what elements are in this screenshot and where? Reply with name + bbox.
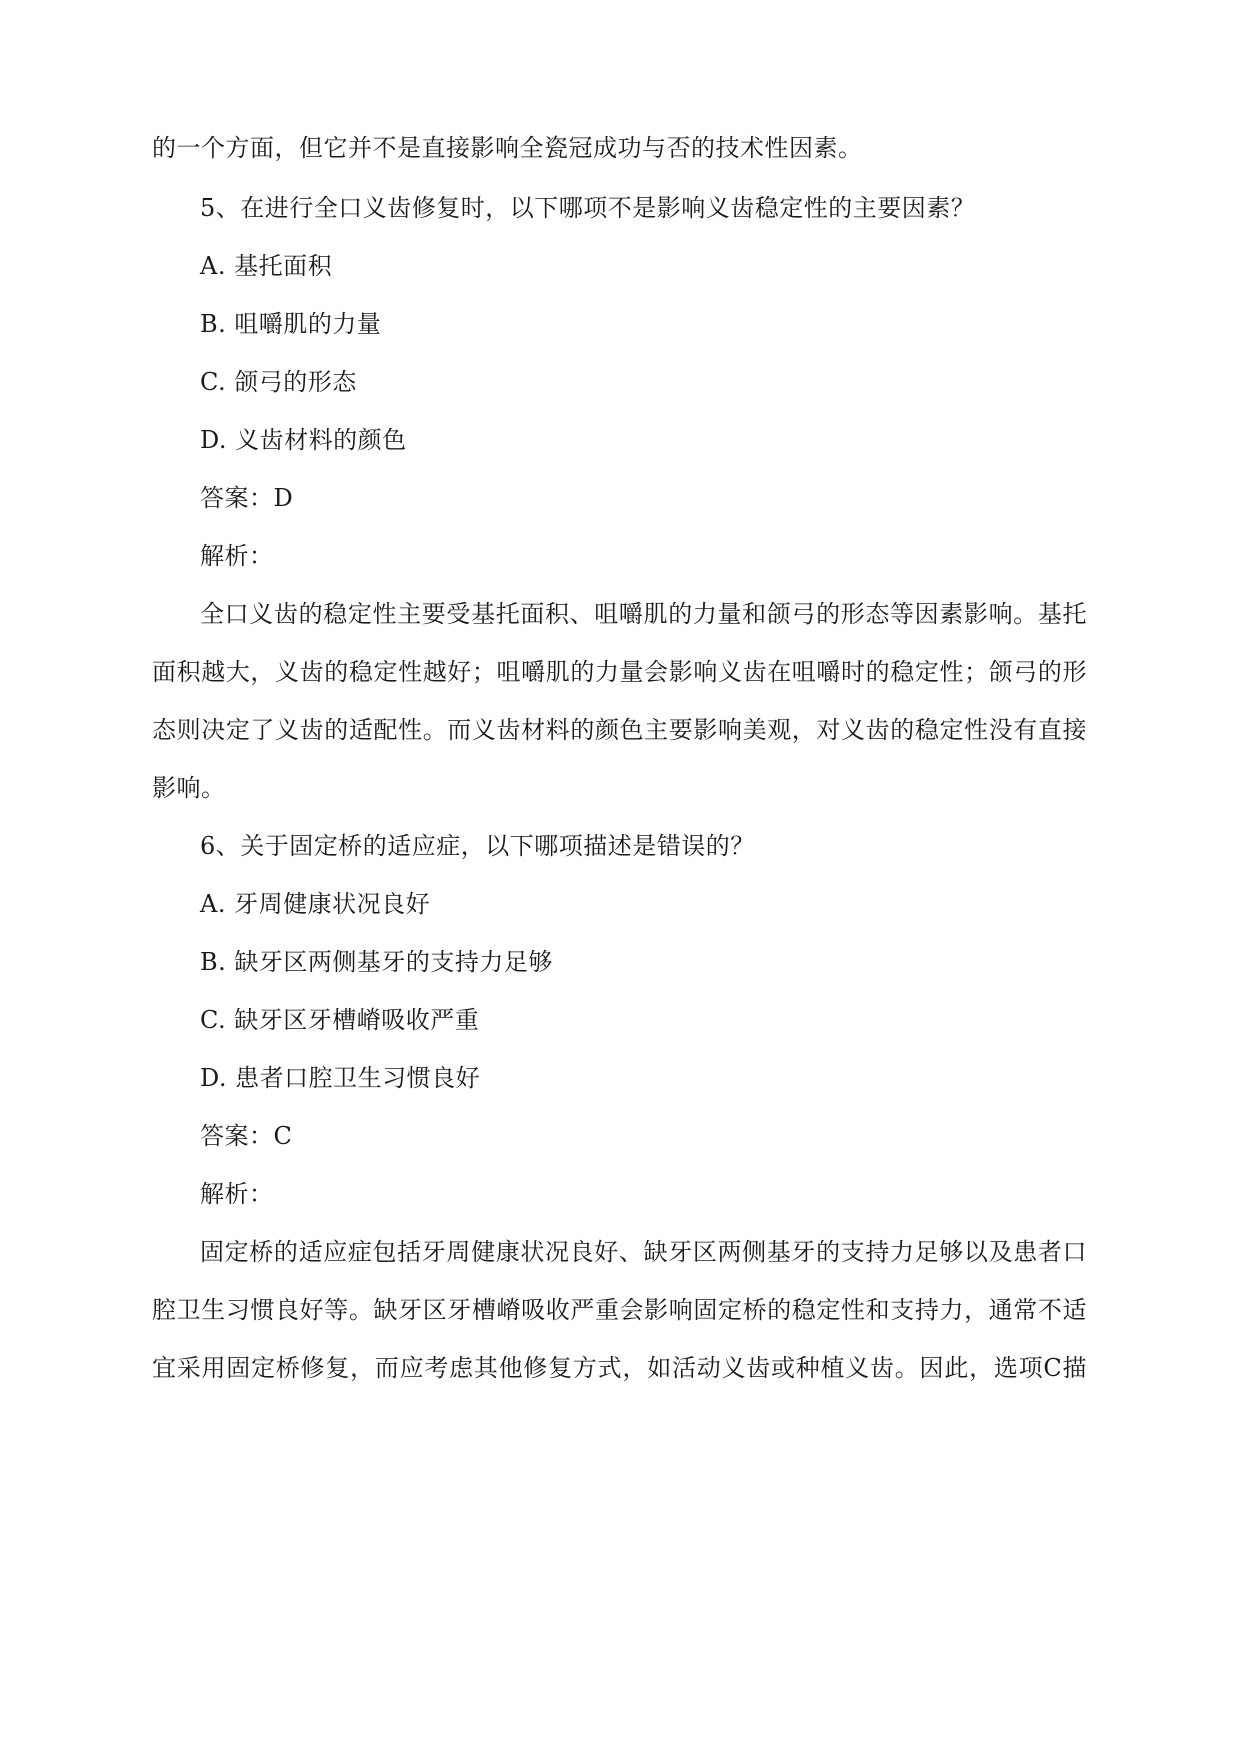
question-stem: 6、关于固定桥的适应症，以下哪项描述是错误的？ [200, 832, 755, 860]
analysis-line: 全口义齿的稳定性主要受基托面积、咀嚼肌的力量和颌弓的形态等因素影响。基托 [200, 600, 1087, 628]
option-d: D. 患者口腔卫生习惯良好 [200, 1064, 481, 1092]
analysis-line: 影响。 [152, 774, 226, 802]
option-a: A. 基托面积 [200, 252, 333, 280]
option-c: C. 颌弓的形态 [200, 368, 357, 396]
analysis-line: 宜采用固定桥修复，而应考虑其他修复方式，如活动义齿或种植义齿。因此，选项C描 [152, 1354, 1087, 1382]
analysis-line: 面积越大，义齿的稳定性越好；咀嚼肌的力量会影响义齿在咀嚼时的稳定性；颌弓的形 [152, 658, 1087, 686]
option-d: D. 义齿材料的颜色 [200, 426, 407, 454]
option-a: A. 牙周健康状况良好 [200, 890, 431, 918]
answer-line: 答案：C [200, 1122, 293, 1150]
question-stem: 5、在进行全口义齿修复时，以下哪项不是影响义齿稳定性的主要因素？ [200, 194, 976, 222]
option-c: C. 缺牙区牙槽嵴吸收严重 [200, 1006, 480, 1034]
analysis-label: 解析： [200, 1180, 274, 1208]
option-b: B. 缺牙区两侧基牙的支持力足够 [200, 948, 553, 976]
continuation-text: 的一个方面，但它并不是直接影响全瓷冠成功与否的技术性因素。 [152, 134, 863, 162]
option-b: B. 咀嚼肌的力量 [200, 310, 382, 338]
analysis-line: 态则决定了义齿的适配性。而义齿材料的颜色主要影响美观，对义齿的稳定性没有直接 [152, 716, 1087, 744]
analysis-line: 固定桥的适应症包括牙周健康状况良好、缺牙区两侧基牙的支持力足够以及患者口 [200, 1238, 1087, 1266]
analysis-line: 腔卫生习惯良好等。缺牙区牙槽嵴吸收严重会影响固定桥的稳定性和支持力，通常不适 [152, 1296, 1087, 1324]
analysis-label: 解析： [200, 542, 274, 570]
answer-line: 答案：D [200, 484, 294, 512]
